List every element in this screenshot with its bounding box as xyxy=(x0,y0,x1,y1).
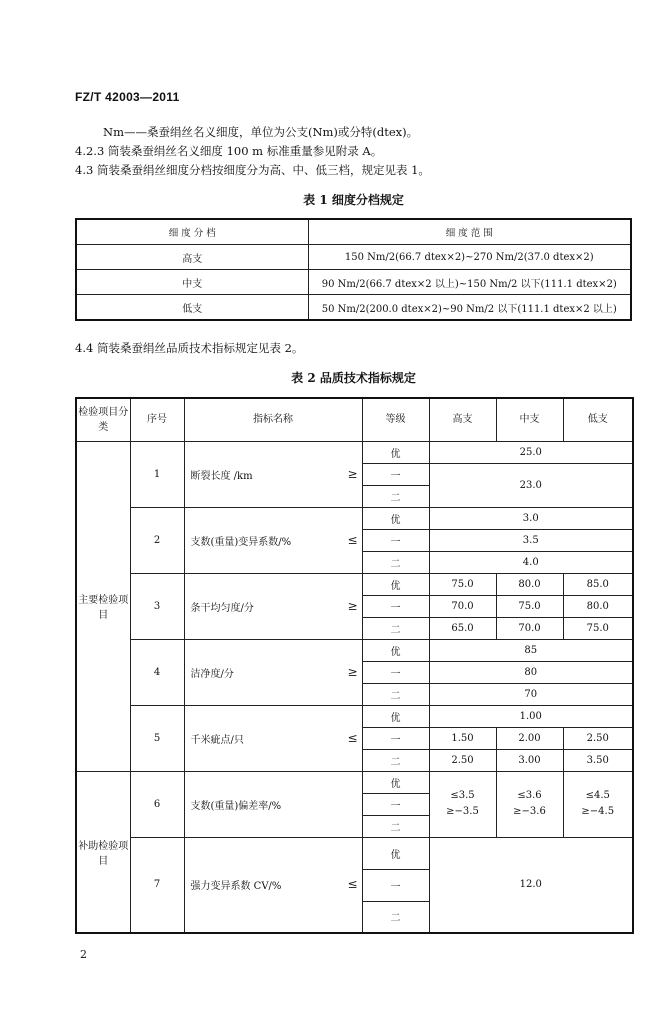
upper-limit: ≤3.6 xyxy=(517,790,542,801)
level-cell: 二 xyxy=(362,815,429,837)
value-cell: 75.0 xyxy=(429,573,496,595)
item-name xyxy=(184,441,362,507)
clause-4-2-3: 4.2.3 筒装桑蚕绢丝名义细度 100 m 标准重量参见附录 A。 xyxy=(75,144,383,158)
value-cell: 3.50 xyxy=(563,749,633,771)
value-cell: 75.0 xyxy=(496,595,563,617)
item-name xyxy=(184,639,362,705)
comparison-symbol: ≤ xyxy=(347,532,358,547)
value-cell: 65.0 xyxy=(429,617,496,639)
clause-4-4: 4.4 筒装桑蚕绢丝品质技术指标规定见表 2。 xyxy=(75,341,304,355)
level-cell: 一 xyxy=(362,793,429,815)
item-name-text: 强力变异系数 CV/% xyxy=(190,881,282,893)
range-cell: 90 Nm/2(66.7 dtex×2 以上)~150 Nm/2 以下(111.1 dtex×2) xyxy=(308,270,631,295)
column-header: 序号 xyxy=(130,398,184,441)
comparison-symbol: ≥ xyxy=(347,664,358,679)
grade-cell: 中支 xyxy=(76,270,308,295)
level-cell: 优 xyxy=(362,705,429,727)
value-cell: 3.0 xyxy=(429,507,633,529)
item-name xyxy=(184,507,362,573)
value-cell: 1.00 xyxy=(429,705,633,727)
item-name-text: 洁净度/分 xyxy=(190,668,234,680)
column-header: 检验项目分类 xyxy=(76,398,130,441)
value-cell: 2.50 xyxy=(563,727,633,749)
item-name xyxy=(184,573,362,639)
item-name-text: 支数(重量)变异系数/% xyxy=(190,536,292,548)
value-cell: 80 xyxy=(429,661,633,683)
table-row xyxy=(76,705,633,727)
value-cell: 70 xyxy=(429,683,633,705)
table-row xyxy=(76,639,633,661)
value-cell: 80.0 xyxy=(496,573,563,595)
value-cell: 3.5 xyxy=(429,529,633,551)
value-cell: 70.0 xyxy=(496,617,563,639)
fineness-grade-table xyxy=(75,218,632,321)
item-number: 3 xyxy=(130,573,184,639)
level-cell: 一 xyxy=(362,463,429,485)
comparison-symbol: ≥ xyxy=(347,466,358,481)
column-header: 中支 xyxy=(496,398,563,441)
lower-limit: ≥−3.6 xyxy=(513,806,546,817)
level-cell: 一 xyxy=(362,869,429,901)
value-cell: 23.0 xyxy=(429,463,633,507)
item-name-text: 断裂长度 /km xyxy=(190,470,253,482)
table-row xyxy=(76,245,631,270)
level-cell: 一 xyxy=(362,595,429,617)
item-number: 1 xyxy=(130,441,184,507)
table-row xyxy=(76,573,633,595)
comparison-symbol: ≤ xyxy=(347,877,358,892)
item-name-text: 千米疵点/只 xyxy=(190,734,244,746)
level-cell: 优 xyxy=(362,639,429,661)
item-number: 5 xyxy=(130,705,184,771)
value-cell: 3.00 xyxy=(496,749,563,771)
value-cell: 12.0 xyxy=(429,837,633,933)
level-cell: 二 xyxy=(362,683,429,705)
table-row xyxy=(76,270,631,295)
level-cell: 优 xyxy=(362,771,429,793)
category-cell: 主要检验项目 xyxy=(76,441,130,771)
column-header: 细 度 范 围 xyxy=(308,219,631,245)
item-name: 支数(重量)偏差率/% xyxy=(184,771,362,837)
lower-limit: ≥−3.5 xyxy=(446,806,479,817)
value-cell: 75.0 xyxy=(563,617,633,639)
table2-caption: 表 2 品质技术指标规定 xyxy=(291,371,416,385)
range-cell: 50 Nm/2(200.0 dtex×2)~90 Nm/2 以下(111.1 dtex×2 以上) xyxy=(308,295,631,321)
level-cell: 二 xyxy=(362,485,429,507)
item-number: 6 xyxy=(130,771,184,837)
table-header-row xyxy=(76,398,633,441)
item-number: 4 xyxy=(130,639,184,705)
table-row xyxy=(76,441,633,463)
standard-code: FZ/T 42003—2011 xyxy=(75,90,180,104)
table-row xyxy=(76,771,633,793)
level-cell: 优 xyxy=(362,573,429,595)
column-header: 高支 xyxy=(429,398,496,441)
column-header: 低支 xyxy=(563,398,633,441)
item-name xyxy=(184,837,362,933)
item-name-text: 条干均匀度/分 xyxy=(190,602,254,614)
clause-4-3: 4.3 筒装桑蚕绢丝细度分档按细度分为高、中、低三档，规定见表 1。 xyxy=(75,163,430,177)
column-header: 指标名称 xyxy=(184,398,362,441)
page-number: 2 xyxy=(80,948,87,961)
value-cell xyxy=(429,771,496,837)
grade-cell: 高支 xyxy=(76,245,308,270)
value-cell: 80.0 xyxy=(563,595,633,617)
level-cell: 二 xyxy=(362,749,429,771)
value-cell: 1.50 xyxy=(429,727,496,749)
upper-limit: ≤3.5 xyxy=(450,790,475,801)
level-cell: 优 xyxy=(362,507,429,529)
level-cell: 二 xyxy=(362,901,429,933)
item-number: 2 xyxy=(130,507,184,573)
table-row xyxy=(76,837,633,869)
level-cell: 优 xyxy=(362,441,429,463)
table-header-row xyxy=(76,219,631,245)
value-cell: 85 xyxy=(429,639,633,661)
value-cell xyxy=(563,771,633,837)
column-header: 等级 xyxy=(362,398,429,441)
range-cell: 150 Nm/2(66.7 dtex×2)~270 Nm/2(37.0 dtex×2) xyxy=(308,245,631,270)
category-cell: 补助检验项目 xyxy=(76,771,130,933)
value-cell xyxy=(496,771,563,837)
level-cell: 一 xyxy=(362,661,429,683)
value-cell: 70.0 xyxy=(429,595,496,617)
value-cell: 85.0 xyxy=(563,573,633,595)
value-cell: 4.0 xyxy=(429,551,633,573)
item-name xyxy=(184,705,362,771)
level-cell: 二 xyxy=(362,551,429,573)
value-cell: 2.50 xyxy=(429,749,496,771)
column-header: 细 度 分 档 xyxy=(76,219,308,245)
level-cell: 一 xyxy=(362,727,429,749)
value-cell: 25.0 xyxy=(429,441,633,463)
value-cell: 2.00 xyxy=(496,727,563,749)
comparison-symbol: ≤ xyxy=(347,730,358,745)
upper-limit: ≤4.5 xyxy=(585,790,610,801)
level-cell: 优 xyxy=(362,837,429,869)
comparison-symbol: ≥ xyxy=(347,598,358,613)
level-cell: 一 xyxy=(362,529,429,551)
grade-cell: 低支 xyxy=(76,295,308,321)
item-number: 7 xyxy=(130,837,184,933)
lower-limit: ≥−4.5 xyxy=(581,806,615,817)
table-row xyxy=(76,507,633,529)
table1-caption: 表 1 细度分档规定 xyxy=(303,193,404,207)
nm-definition: Nm——桑蚕绢丝名义细度，单位为公支(Nm)或分特(dtex)。 xyxy=(103,125,419,139)
quality-spec-table xyxy=(75,397,634,934)
level-cell: 二 xyxy=(362,617,429,639)
table-row xyxy=(76,295,631,321)
